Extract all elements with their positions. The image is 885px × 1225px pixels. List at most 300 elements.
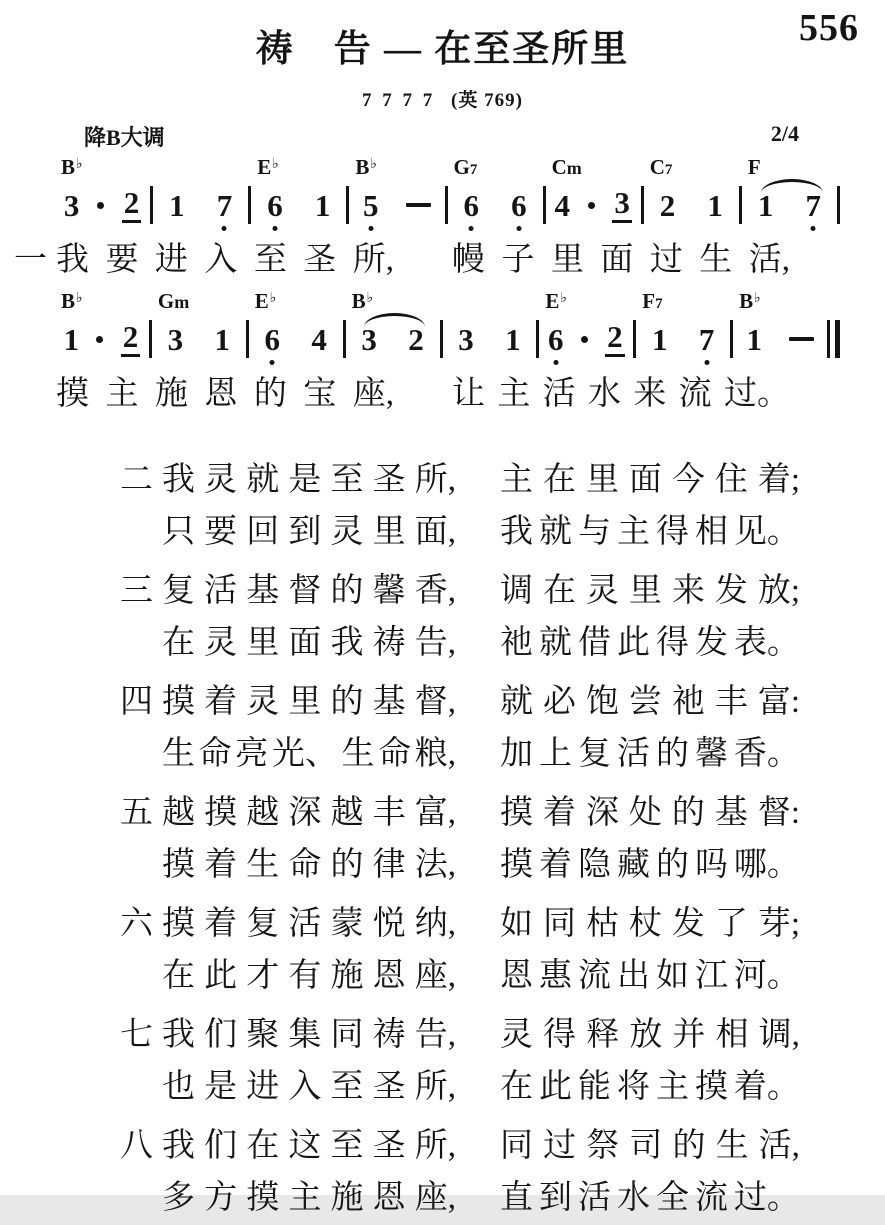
lyric-syllable: 了 (714, 906, 748, 943)
measure (443, 290, 537, 360)
measure (546, 156, 641, 226)
lyric-syllable: 上 (539, 736, 572, 773)
barline (827, 320, 830, 358)
notes-row (153, 184, 248, 226)
lyric-syllable: 复 (577, 736, 611, 773)
note: 1 (746, 321, 762, 357)
lyric-syllable: 灵 (204, 625, 238, 662)
lyric-syllable: 过 (543, 1128, 577, 1165)
verse (120, 566, 800, 670)
chord-label: Cm (551, 155, 582, 179)
chord-quality: m (174, 292, 190, 313)
lyric-syllable: 过。 (723, 376, 790, 413)
lyric-syllable: 越 (330, 795, 364, 832)
page-number: 556 (799, 7, 859, 49)
note: 1 (505, 321, 521, 357)
verse-number: 六 (120, 906, 153, 943)
lyric-syllable: 至 (253, 242, 287, 278)
lyric-syllable: 进 (246, 1069, 280, 1106)
lyric-syllable: 出 (616, 958, 650, 995)
lyric-syllable: 里 (288, 684, 322, 721)
note: 3 (63, 187, 80, 223)
lyric-syllable: 调 (500, 573, 534, 610)
note: 1 (63, 321, 80, 357)
lyric-syllable: 与 (577, 514, 611, 551)
lyric-syllable: 恩 (372, 1180, 406, 1217)
chord-extension: 7 (469, 162, 478, 178)
lyric-syllable: 生 (341, 736, 375, 773)
lyric-syllable: 所, (414, 1128, 456, 1165)
measure (55, 290, 149, 360)
notes-row (733, 318, 827, 360)
verse-line (162, 516, 456, 549)
lyric-syllable: 越 (162, 795, 195, 832)
lyric-syllable: 座, (414, 958, 456, 995)
verse-line (500, 908, 800, 941)
lyric-syllable: 有 (288, 958, 322, 995)
verse-row (120, 566, 800, 618)
chord-label: G7 (453, 155, 478, 179)
verse-line (500, 1071, 800, 1104)
lyric-syllable: 灵 (585, 573, 619, 610)
lyric-syllable: 亮 (235, 736, 269, 773)
measure (153, 156, 248, 226)
lyric-syllable: 相 (694, 514, 728, 551)
lyric-syllable: 悦 (372, 906, 406, 943)
verse-line (500, 575, 800, 608)
measure (55, 156, 150, 226)
lyric-syllable: 流 (694, 1180, 728, 1217)
octave-dot (516, 226, 521, 231)
lyric-syllable: 司 (629, 1128, 663, 1165)
lyric-syllable: 活, (748, 242, 790, 278)
lyric-syllable: 基 (246, 573, 280, 610)
verse-row (120, 899, 800, 951)
lyric-syllable: 才 (246, 958, 280, 995)
lyric-syllable: 告, (414, 625, 456, 662)
lyric-syllable: 在 (246, 1128, 280, 1165)
lyric-syllable: 摸 (56, 376, 89, 413)
lyric-syllable: 祂 (671, 684, 705, 721)
lyric-syllable: 们 (204, 1017, 238, 1054)
verse-row (120, 788, 800, 840)
lyric-syllable: 来 (633, 376, 667, 413)
lyric-syllable: 祷 (372, 1017, 406, 1054)
chord-label: F (747, 155, 761, 179)
lyric-syllable: 过 (649, 242, 683, 278)
augmentation-dot (97, 202, 104, 209)
measure (448, 156, 543, 226)
lyric-syllable: 调, (758, 1017, 800, 1054)
lyric-syllable: 丰 (372, 795, 406, 832)
chord-quality: m (566, 158, 582, 178)
lyric-syllable: 要 (204, 514, 238, 551)
lyric-syllable: 我 (162, 1017, 195, 1054)
note: 5 (363, 190, 379, 221)
lyric-syllable: 住 (714, 462, 748, 499)
lyric-syllable: 得 (543, 1017, 577, 1054)
chord-label: B♭ (739, 289, 761, 314)
lyric-syllable: 告, (414, 1017, 456, 1054)
barline (835, 320, 840, 358)
verse-line (500, 797, 800, 830)
lyric-syllable: 着 (204, 847, 238, 884)
lyric-syllable: 多 (162, 1180, 195, 1217)
meter-numbers: 7 7 7 7 (362, 90, 436, 111)
lyric-syllable: 活 (204, 573, 238, 610)
chord-label: E♭ (545, 289, 567, 314)
note: 7 (805, 190, 821, 221)
lyric-syllable: 的 (330, 847, 364, 884)
lyric-syllable: 命 (378, 736, 412, 773)
lyric-syllable: 在 (162, 958, 195, 995)
lyric-syllable: 主 (105, 376, 139, 413)
verse-line (162, 1071, 456, 1104)
lyric-syllable: 借 (577, 625, 611, 662)
lyric-syllable: 流 (678, 376, 712, 413)
note: 3 (612, 187, 632, 223)
lyric-syllable: 摸 (500, 847, 534, 884)
lyric-syllable: 就 (500, 684, 534, 721)
note: 1 (214, 321, 231, 357)
measure (346, 290, 440, 360)
lyric-syllable: 此 (204, 958, 238, 995)
lyric-syllable: 在 (162, 625, 195, 662)
flat-icon: ♭ (269, 290, 277, 307)
lyric-syllable: 过。 (733, 1180, 800, 1217)
music-line-2 (55, 290, 840, 360)
verse-number: 四 (120, 684, 153, 721)
verse-line (500, 849, 800, 882)
lyric-syllable: 的 (655, 736, 689, 773)
verse-line (162, 1182, 456, 1215)
lyric-syllable: 着; (757, 462, 800, 499)
lyric-syllable: 我 (500, 514, 534, 551)
lyric-syllable: 越 (246, 795, 280, 832)
chord-label: E♭ (257, 155, 279, 179)
verse-line (500, 1182, 800, 1215)
verse-number: 八 (120, 1128, 153, 1165)
lyric-syllable: 圣 (372, 462, 406, 499)
note-dash (789, 337, 814, 341)
lyric-syllable: 宝 (303, 376, 337, 413)
lyric-syllable: 此 (616, 625, 650, 662)
flat-icon: ♭ (754, 290, 761, 307)
lyric-syllable: 着 (542, 795, 576, 832)
lyric-syllable: 基 (714, 795, 748, 832)
lyric-syllable: 在 (542, 573, 576, 610)
lyric-syllable: 发 (714, 573, 748, 610)
lyric-syllable: 所, (414, 462, 456, 499)
note: 3 (167, 321, 184, 357)
lyric-syllable: 同 (500, 1128, 534, 1165)
lyric-syllable: 香。 (733, 736, 800, 773)
note: 1 (169, 187, 185, 223)
notes-row (539, 318, 633, 360)
lyric-syllable: 里 (550, 242, 584, 278)
lyric-syllable: 祷 (372, 625, 406, 662)
verse-line (500, 627, 800, 660)
lyric-syllable: 施 (330, 1180, 364, 1217)
verse-row (120, 951, 800, 1003)
lyric-syllable: 蒙 (330, 906, 364, 943)
lyric-syllable: 能 (577, 1069, 611, 1106)
verse-row (120, 507, 800, 559)
verse-row (120, 1121, 800, 1173)
lyric-syllable: 所, (352, 242, 394, 278)
lyric-syllable: 幔 (452, 242, 485, 278)
note: 2 (605, 321, 625, 357)
lyric-syllable: 面 (288, 625, 322, 662)
lyric-syllable: 粮, (414, 736, 456, 773)
lyric-syllable: 就 (246, 462, 280, 499)
lyric-syllable: 恩 (204, 376, 238, 413)
verse-number: 一 (14, 242, 47, 278)
lyric-syllable: 我 (162, 1128, 195, 1165)
lyric-syllable: 活 (616, 736, 650, 773)
lyric-syllable: 也 (162, 1069, 195, 1106)
note: 2 (122, 187, 142, 223)
lyric-syllable: 的 (330, 684, 364, 721)
verses-section (120, 455, 800, 1225)
verse-line (162, 1130, 456, 1163)
lyric-syllable: 圣 (372, 1069, 406, 1106)
lyric-syllable: 至 (330, 462, 364, 499)
verse-row (120, 1010, 800, 1062)
meter-reference: (英 769) (451, 90, 523, 111)
lyric-syllable: 表。 (733, 625, 800, 662)
lyric-syllable: 同 (542, 906, 576, 943)
lyric-syllable: 着 (204, 684, 238, 721)
verse-line (162, 797, 456, 830)
notes-row (251, 184, 346, 226)
lyric-syllable: 处 (628, 795, 662, 832)
note: 6 (464, 190, 480, 221)
lyric-syllable: 活 (577, 1180, 611, 1217)
lyric-syllable: 富, (414, 795, 456, 832)
verse-line (162, 738, 456, 771)
lyric-syllable: 法, (414, 847, 456, 884)
verse-row (120, 455, 800, 507)
octave-dot (270, 360, 275, 365)
lyric-syllable: 施 (154, 376, 188, 413)
verse-row (120, 1173, 800, 1225)
note: 3 (361, 321, 377, 357)
lyric-syllable: 此 (539, 1069, 572, 1106)
lyric-syllable: 生 (246, 847, 280, 884)
lyric-syllable: 如 (655, 958, 689, 995)
notes-row (636, 318, 730, 360)
notes-row (152, 318, 246, 360)
lyric-syllable: 纳, (414, 906, 456, 943)
chord-label: E♭ (254, 289, 277, 314)
lyric-syllable: 流 (577, 958, 611, 995)
octave-dot (553, 360, 558, 365)
verse (120, 788, 800, 892)
lyric-syllable: 饱 (585, 684, 619, 721)
lyric-syllable: 香, (414, 573, 456, 610)
lyric-syllable: 子 (501, 242, 535, 278)
note: 7 (699, 324, 715, 355)
lyric-syllable: 必 (542, 684, 576, 721)
lyric-syllable: 芽; (757, 906, 800, 943)
notes-row (55, 318, 149, 360)
lyric-syllable: 们 (204, 1128, 238, 1165)
verse-line (162, 686, 456, 719)
verse (120, 677, 800, 781)
lyric-syllable: 主 (288, 1180, 322, 1217)
lyric-syllable: 里 (246, 625, 280, 662)
lyric-syllable: 释 (586, 1017, 620, 1054)
lyric-syllable: 督: (757, 795, 800, 832)
verse-line (162, 1019, 456, 1052)
lyric-syllable: 基 (372, 684, 406, 721)
augmentation-dot (581, 336, 588, 343)
verse-line (500, 1019, 800, 1052)
lyric-syllable: 灵 (500, 1017, 534, 1054)
measure (249, 290, 343, 360)
lyric-syllable: 活 (288, 906, 322, 943)
lyric-syllable: 得 (655, 625, 689, 662)
lyric-syllable: 入 (288, 1069, 322, 1106)
lyric-phrase (452, 242, 790, 278)
note: 1 (651, 321, 668, 357)
lyric-syllable: 到 (539, 1180, 572, 1217)
lyric-syllable: 督 (288, 573, 322, 610)
lyric-syllable: 富: (757, 684, 800, 721)
lyric-syllable: 相 (715, 1017, 749, 1054)
lyric-syllable: 我 (56, 242, 89, 278)
verse-line (162, 960, 456, 993)
hymn-title: 祷 告 — 在至圣所里 (255, 29, 630, 70)
measure (152, 290, 246, 360)
lyric-syllable: 里 (628, 573, 662, 610)
verse-number: 五 (120, 795, 153, 832)
octave-dot (368, 226, 373, 231)
lyric-syllable: 就 (539, 514, 572, 551)
note: 2 (659, 187, 676, 223)
chord-label: B♭ (351, 289, 374, 314)
meter-line (0, 85, 885, 112)
lyric-syllable: 集 (288, 1017, 322, 1054)
verse-number: 三 (120, 573, 153, 610)
lyrics-line-2 (14, 376, 790, 412)
lyric-syllable: 圣 (303, 242, 337, 278)
lyric-syllable: 哪。 (733, 847, 800, 884)
lyric-syllable: 主 (616, 514, 650, 551)
lyric-syllable: 深 (288, 795, 322, 832)
lyric-syllable: 方 (204, 1180, 238, 1217)
verse-row (120, 677, 800, 729)
lyric-syllable: 摸 (694, 1069, 728, 1106)
octave-dot (469, 226, 474, 231)
note: 6 (267, 190, 283, 221)
lyric-syllable: 馨 (694, 736, 728, 773)
lyric-syllable: 摸 (162, 847, 195, 884)
lyric-syllable: 隐 (577, 847, 611, 884)
lyric-syllable: 生 (699, 242, 733, 278)
final-barline (827, 320, 840, 358)
octave-dot (811, 226, 816, 231)
verse (120, 1121, 800, 1225)
lyric-syllable: 的 (671, 795, 705, 832)
measure (539, 290, 633, 360)
verse (120, 455, 800, 559)
lyric-phrase (452, 376, 790, 412)
measure (349, 156, 444, 226)
time-signature: 2/4 (770, 121, 799, 146)
verse-line (162, 627, 456, 660)
lyric-syllable: 如 (500, 906, 534, 943)
verse-number: 二 (120, 462, 153, 499)
lyric-syllable: 至 (330, 1069, 364, 1106)
lyric-syllable: 惠 (539, 958, 572, 995)
lyric-syllable: 祭 (586, 1128, 620, 1165)
lyric-syllable: 活 (542, 376, 576, 413)
lyric-syllable: 着 (204, 906, 238, 943)
lyric-syllable: 命 (288, 847, 322, 884)
lyric-syllable: 的 (655, 847, 689, 884)
note: 4 (311, 321, 327, 357)
lyric-syllable: 复 (162, 573, 195, 610)
octave-dot (273, 226, 278, 231)
lyric-syllable: 就 (539, 625, 572, 662)
verse (120, 899, 800, 1003)
octave-dot (222, 226, 227, 231)
verse-line (500, 464, 800, 497)
lyric-syllable: 座, (352, 376, 394, 413)
lyric-syllable: 全 (655, 1180, 689, 1217)
note: 3 (458, 321, 474, 357)
lyric-syllable: 着。 (733, 1069, 800, 1106)
lyric-syllable: 将 (616, 1069, 650, 1106)
lyric-syllable: 是 (204, 1069, 238, 1106)
note: 7 (217, 190, 233, 221)
lyric-syllable: 放 (629, 1017, 663, 1054)
lyric-syllable: 聚 (246, 1017, 280, 1054)
chord-label: C7 (649, 155, 673, 179)
lyric-syllable: 光、 (271, 736, 338, 773)
barline (837, 186, 840, 224)
lyric-syllable: 杖 (628, 906, 662, 943)
measure (636, 290, 730, 360)
verse-line (162, 908, 456, 941)
verse-row (120, 618, 800, 670)
lyric-syllable: 深 (585, 795, 619, 832)
note: 4 (554, 187, 570, 223)
chord-extension: 7 (664, 162, 673, 178)
verse-line (162, 464, 456, 497)
lyric-syllable: 灵 (246, 684, 280, 721)
lyric-syllable: 圣 (372, 1128, 406, 1165)
note: 6 (264, 324, 280, 355)
lyric-syllable: 至 (330, 1128, 364, 1165)
lyric-syllable: 摸 (204, 795, 238, 832)
verse-line (500, 1130, 800, 1163)
notes-row (349, 184, 444, 226)
lyric-syllable: 主 (655, 1069, 689, 1106)
lyric-syllable: 来 (671, 573, 705, 610)
lyric-syllable: 面 (628, 462, 662, 499)
lyric-syllable: 生 (715, 1128, 749, 1165)
lyric-syllable: 同 (330, 1017, 364, 1054)
lyric-syllable: 吗 (694, 847, 728, 884)
lyric-syllable: 摸 (162, 684, 195, 721)
lyric-syllable: 馨 (372, 573, 406, 610)
lyric-syllable: 江 (694, 958, 728, 995)
lyric-syllable: 摸 (162, 906, 195, 943)
notes-row (249, 318, 343, 360)
